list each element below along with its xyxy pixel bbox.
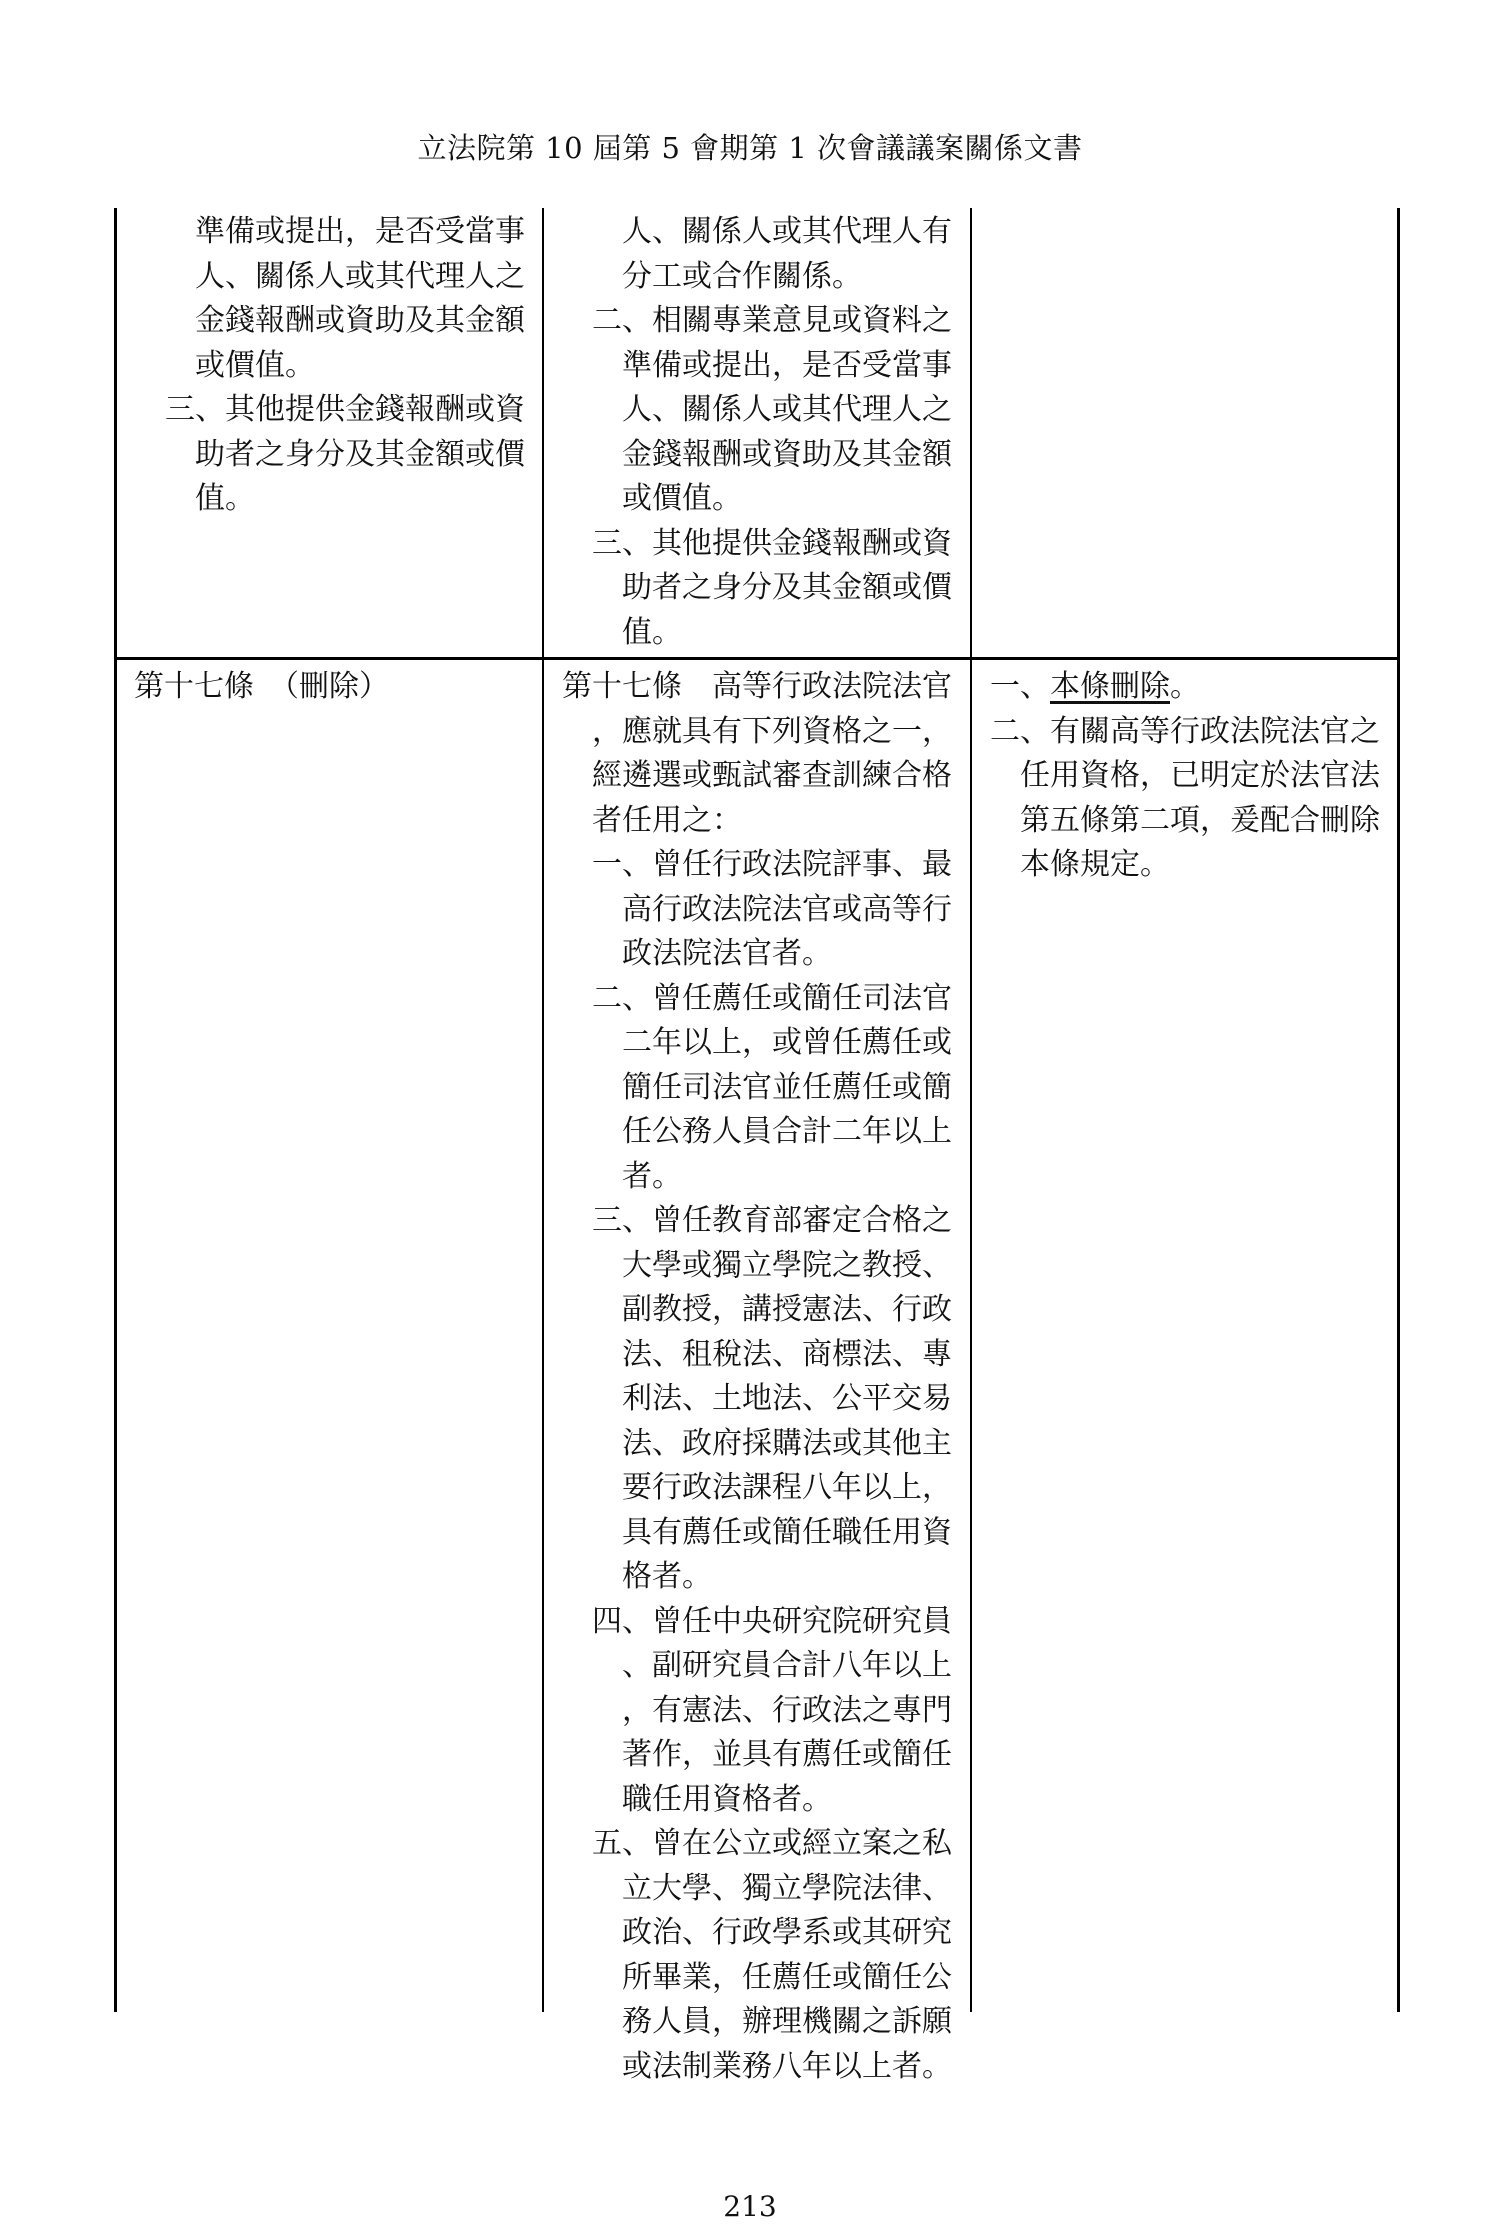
table-divider-2 xyxy=(970,208,972,2012)
row2-col3-cell xyxy=(990,665,1390,888)
text-line: 或法制業務八年以上者。 xyxy=(622,2048,952,2084)
text-line: 格者。 xyxy=(622,1559,712,1594)
row1-col1-cell xyxy=(165,210,535,522)
text-line: 副教授，講授憲法、行政 xyxy=(622,1292,952,1327)
text-line: 準備或提出，是否受當事 xyxy=(195,214,525,249)
text-line: 助者之身分及其金額或價 xyxy=(622,570,952,605)
row2-col2-cell xyxy=(562,665,967,2089)
text-line: ，有憲法、行政法之專門 xyxy=(622,1692,952,1728)
text-line: 政治、行政學系或其研究 xyxy=(622,1915,952,1950)
table-border-right xyxy=(1397,208,1400,2012)
text-line: 立大學、獨立學院法律、 xyxy=(622,1870,952,1906)
row-divider xyxy=(114,657,1400,660)
text-line: 值。 xyxy=(195,481,255,516)
text-line: 本條規定。 xyxy=(1020,847,1170,882)
text-line: 分工或合作關係。 xyxy=(622,258,862,294)
text-line: 具有薦任或簡任職任用資 xyxy=(622,1514,952,1550)
text-line: 二、有關高等行政法院法官之 xyxy=(990,713,1380,749)
text-line: 四、曾任中央研究院研究員 xyxy=(592,1603,952,1639)
row2-col1-cell xyxy=(134,665,534,710)
text-line: 五、曾在公立或經立案之私 xyxy=(592,1826,952,1861)
text-line: 、副研究員合計八年以上 xyxy=(622,1648,952,1683)
text-line: 二年以上，或曾任薦任或 xyxy=(622,1025,952,1060)
page-number: 213 xyxy=(723,2190,777,2223)
text-line: ，應就具有下列資格之一， xyxy=(592,713,952,749)
text-line: 政法院法官者。 xyxy=(622,936,832,971)
text-line: 第五條第二項，爰配合刪除 xyxy=(1020,802,1380,838)
text-line: 人、關係人或其代理人之 xyxy=(195,258,525,294)
text-line: 者。 xyxy=(622,1158,682,1194)
text-line: 一、曾任行政法院評事、最 xyxy=(592,847,952,882)
text-line: 值。 xyxy=(622,614,682,650)
text-line: 務人員，辦理機關之訴願 xyxy=(622,2004,952,2039)
text-line: 任公務人員合計二年以上 xyxy=(622,1114,952,1149)
text-line: 人、關係人或其代理人有 xyxy=(622,214,952,249)
text-line: 者任用之： xyxy=(592,802,742,838)
text-line: 人、關係人或其代理人之 xyxy=(622,392,952,427)
text-line: 二、相關專業意見或資料之 xyxy=(592,303,952,338)
underlined-text: 本條刪除 xyxy=(1050,669,1170,704)
table-border-left xyxy=(114,208,117,2012)
text-line: 大學或獨立學院之教授、 xyxy=(622,1247,952,1283)
item-suffix: 。 xyxy=(1170,669,1200,704)
explanation-item-1 xyxy=(990,665,1390,710)
text-line: 或價值。 xyxy=(622,481,742,516)
text-line: 三、其他提供金錢報酬或資 xyxy=(165,392,525,427)
text-line: 法、政府採購法或其他主 xyxy=(622,1425,952,1461)
text-line: 要行政法課程八年以上， xyxy=(622,1470,952,1505)
table-divider-1 xyxy=(542,208,544,2012)
text-line: 經遴選或甄試審查訓練合格 xyxy=(592,758,952,793)
text-line: 職任用資格者。 xyxy=(622,1781,832,1817)
text-line: 簡任司法官並任薦任或簡 xyxy=(622,1069,952,1105)
document-header: 立法院第 10 屆第 5 會期第 1 次會議議案關係文書 xyxy=(417,131,1083,165)
text-line: 著作，並具有薦任或簡任 xyxy=(622,1737,952,1772)
text-line: 金錢報酬或資助及其金額 xyxy=(195,303,525,338)
text-line: 高行政法院法官或高等行 xyxy=(622,891,952,927)
text-line: 或價值。 xyxy=(195,347,315,383)
article-heading-deleted: 第十七條 （刪除） xyxy=(134,669,389,704)
text-line: 二、曾任薦任或簡任司法官 xyxy=(592,980,952,1016)
text-line: 利法、土地法、公平交易 xyxy=(622,1381,952,1416)
text-line: 任用資格，已明定於法官法 xyxy=(1020,758,1380,793)
text-line: 三、曾任教育部審定合格之 xyxy=(592,1203,952,1238)
item-prefix: 一、 xyxy=(990,669,1050,704)
text-line: 助者之身分及其金額或價 xyxy=(195,436,525,472)
article-heading: 第十七條 高等行政法院法官 xyxy=(562,669,952,704)
text-line: 金錢報酬或資助及其金額 xyxy=(622,436,952,472)
text-line: 所畢業，任薦任或簡任公 xyxy=(622,1959,952,1995)
row1-col2-cell xyxy=(592,210,962,655)
text-line: 準備或提出，是否受當事 xyxy=(622,347,952,383)
text-line: 法、租稅法、商標法、專 xyxy=(622,1336,952,1372)
text-line: 三、其他提供金錢報酬或資 xyxy=(592,525,952,561)
